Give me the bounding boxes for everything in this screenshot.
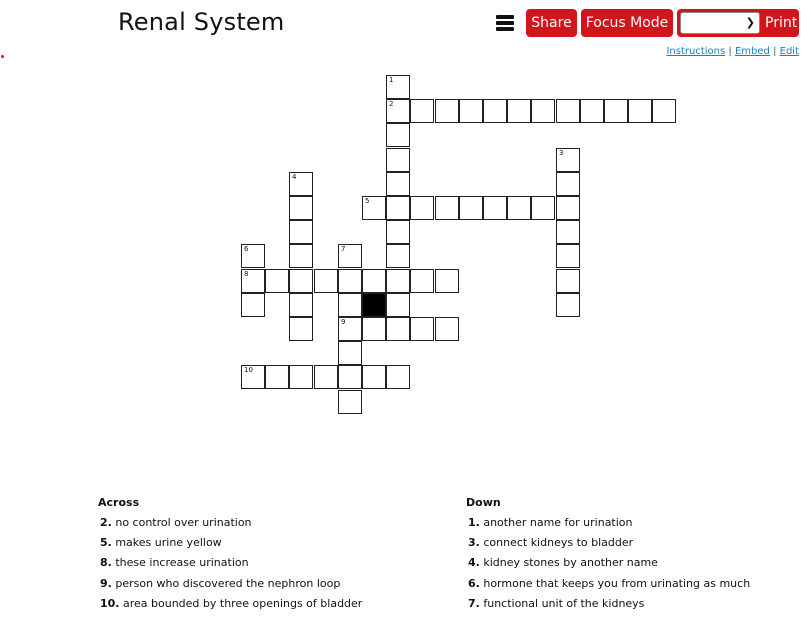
grid-cell[interactable] (338, 244, 362, 268)
down-clue-list (466, 516, 750, 617)
grid-cell[interactable] (265, 365, 289, 389)
grid-cell[interactable] (362, 317, 386, 341)
across-clue[interactable] (98, 597, 362, 617)
grid-cell[interactable] (531, 196, 555, 220)
grid-cell[interactable] (386, 365, 410, 389)
print-button[interactable]: Print (765, 15, 798, 31)
grid-cell[interactable] (314, 365, 338, 389)
link-separator: | (728, 46, 735, 57)
grid-cell[interactable] (386, 293, 410, 317)
clue-text: another name for urination (483, 516, 633, 529)
clue-number: 3. (468, 536, 480, 550)
print-control (677, 9, 799, 37)
across-clue[interactable] (98, 577, 362, 597)
grid-cell[interactable] (289, 365, 313, 389)
link-separator: | (773, 46, 780, 57)
grid-cell[interactable] (556, 196, 580, 220)
clue-text: kidney stones by another name (483, 556, 658, 570)
clue-text: makes urine yellow (115, 536, 222, 550)
clue-number: 9. (100, 576, 112, 590)
grid-cell[interactable] (531, 99, 555, 123)
grid-cell[interactable] (265, 269, 289, 293)
clue-text: hormone that keeps you from urinating as much (483, 576, 751, 590)
clue-number: 8. (100, 556, 112, 570)
red-dot-marker (1, 55, 4, 58)
cell-number: 5 (365, 197, 370, 205)
clue-text: these increase urination (115, 556, 249, 570)
print-option-select[interactable] (680, 12, 760, 34)
grid-cell[interactable] (556, 269, 580, 293)
down-clue[interactable] (466, 556, 750, 576)
grid-cell[interactable] (241, 365, 265, 389)
grid-cell[interactable] (652, 99, 676, 123)
black-cell (362, 293, 386, 317)
embed-link[interactable]: Embed (734, 46, 770, 57)
grid-cell[interactable] (386, 172, 410, 196)
grid-cell[interactable] (338, 365, 362, 389)
down-clue[interactable] (466, 577, 750, 597)
across-clue[interactable] (98, 556, 362, 576)
grid-cell[interactable] (507, 196, 531, 220)
grid-cell[interactable] (628, 99, 652, 123)
across-clues (98, 496, 362, 617)
grid-cell[interactable] (435, 99, 459, 123)
grid-cell[interactable] (289, 269, 313, 293)
grid-cell[interactable] (507, 99, 531, 123)
clue-number: 1. (468, 516, 480, 529)
clue-text: area bounded by three openings of bladder (123, 596, 363, 610)
down-clue[interactable] (466, 536, 750, 556)
clue-number: 10. (100, 596, 120, 610)
down-clue[interactable] (466, 516, 750, 536)
grid-cell[interactable] (338, 293, 362, 317)
chevron-down-icon: ❯ (745, 16, 755, 29)
cell-number: 4 (292, 173, 297, 181)
grid-cell[interactable] (386, 75, 410, 99)
hamburger-menu-icon[interactable] (496, 15, 514, 31)
grid-cell[interactable] (386, 196, 410, 220)
cell-number: 9 (341, 318, 346, 326)
grid-cell[interactable] (362, 269, 386, 293)
clue-number: 7. (468, 596, 480, 610)
across-clue[interactable] (98, 536, 362, 556)
grid-cell[interactable] (289, 220, 313, 244)
grid-cell[interactable] (435, 196, 459, 220)
grid-cell[interactable] (386, 244, 410, 268)
grid-cell[interactable] (386, 99, 410, 123)
grid-cell[interactable] (289, 317, 313, 341)
grid-cell[interactable] (556, 172, 580, 196)
grid-cell[interactable] (435, 269, 459, 293)
clue-text: person who discovered the nephron loop (115, 576, 341, 590)
down-clues (466, 496, 750, 617)
cell-number: 10 (244, 366, 253, 374)
cell-number: 8 (244, 270, 249, 278)
share-button[interactable]: Share (526, 9, 577, 37)
grid-cell[interactable] (362, 196, 386, 220)
down-clue[interactable] (466, 597, 750, 617)
clue-number: 4. (468, 556, 480, 570)
across-clue[interactable] (98, 516, 362, 536)
page-title: Renal System (118, 8, 285, 36)
focus-mode-button[interactable]: Focus Mode (581, 9, 673, 37)
grid-cell[interactable] (459, 99, 483, 123)
grid-cell[interactable] (410, 269, 434, 293)
grid-cell[interactable] (289, 196, 313, 220)
grid-cell[interactable] (314, 269, 338, 293)
header-links (666, 46, 799, 57)
cell-number: 6 (244, 245, 249, 253)
clue-number: 5. (100, 536, 112, 550)
grid-cell[interactable] (556, 244, 580, 268)
clue-text: no control over urination (115, 516, 252, 529)
instructions-link[interactable]: Instructions (666, 46, 726, 57)
grid-cell[interactable] (459, 196, 483, 220)
grid-cell[interactable] (483, 196, 507, 220)
cell-number: 3 (559, 149, 564, 157)
grid-cell[interactable] (580, 99, 604, 123)
grid-cell[interactable] (241, 269, 265, 293)
grid-cell[interactable] (556, 148, 580, 172)
grid-cell[interactable] (604, 99, 628, 123)
grid-cell[interactable] (338, 269, 362, 293)
grid-cell[interactable] (338, 390, 362, 414)
grid-cell[interactable] (289, 293, 313, 317)
grid-cell[interactable] (410, 317, 434, 341)
grid-cell[interactable] (435, 317, 459, 341)
grid-cell[interactable] (556, 220, 580, 244)
clue-text: functional unit of the kidneys (483, 596, 645, 610)
grid-cell[interactable] (289, 244, 313, 268)
grid-cell[interactable] (386, 220, 410, 244)
edit-link[interactable]: Edit (779, 46, 799, 57)
cell-number: 2 (389, 100, 394, 108)
clue-number: 2. (100, 516, 112, 529)
grid-cell[interactable] (386, 123, 410, 147)
grid-cell[interactable] (338, 341, 362, 365)
across-clue-list (98, 516, 362, 617)
grid-cell[interactable] (410, 99, 434, 123)
clue-text: connect kidneys to bladder (483, 536, 634, 550)
grid-cell[interactable] (386, 269, 410, 293)
cell-number: 7 (341, 245, 346, 253)
grid-cell[interactable] (241, 244, 265, 268)
grid-cell[interactable] (241, 293, 265, 317)
grid-cell[interactable] (289, 172, 313, 196)
grid-cell[interactable] (483, 99, 507, 123)
grid-cell[interactable] (386, 148, 410, 172)
down-heading: Down (466, 496, 501, 509)
cell-number: 1 (389, 76, 394, 84)
grid-cell[interactable] (410, 196, 434, 220)
grid-cell[interactable] (338, 317, 362, 341)
across-heading: Across (98, 496, 140, 509)
clue-number: 6. (468, 576, 480, 590)
grid-cell[interactable] (362, 365, 386, 389)
grid-cell[interactable] (556, 293, 580, 317)
grid-cell[interactable] (556, 99, 580, 123)
grid-cell[interactable] (386, 317, 410, 341)
